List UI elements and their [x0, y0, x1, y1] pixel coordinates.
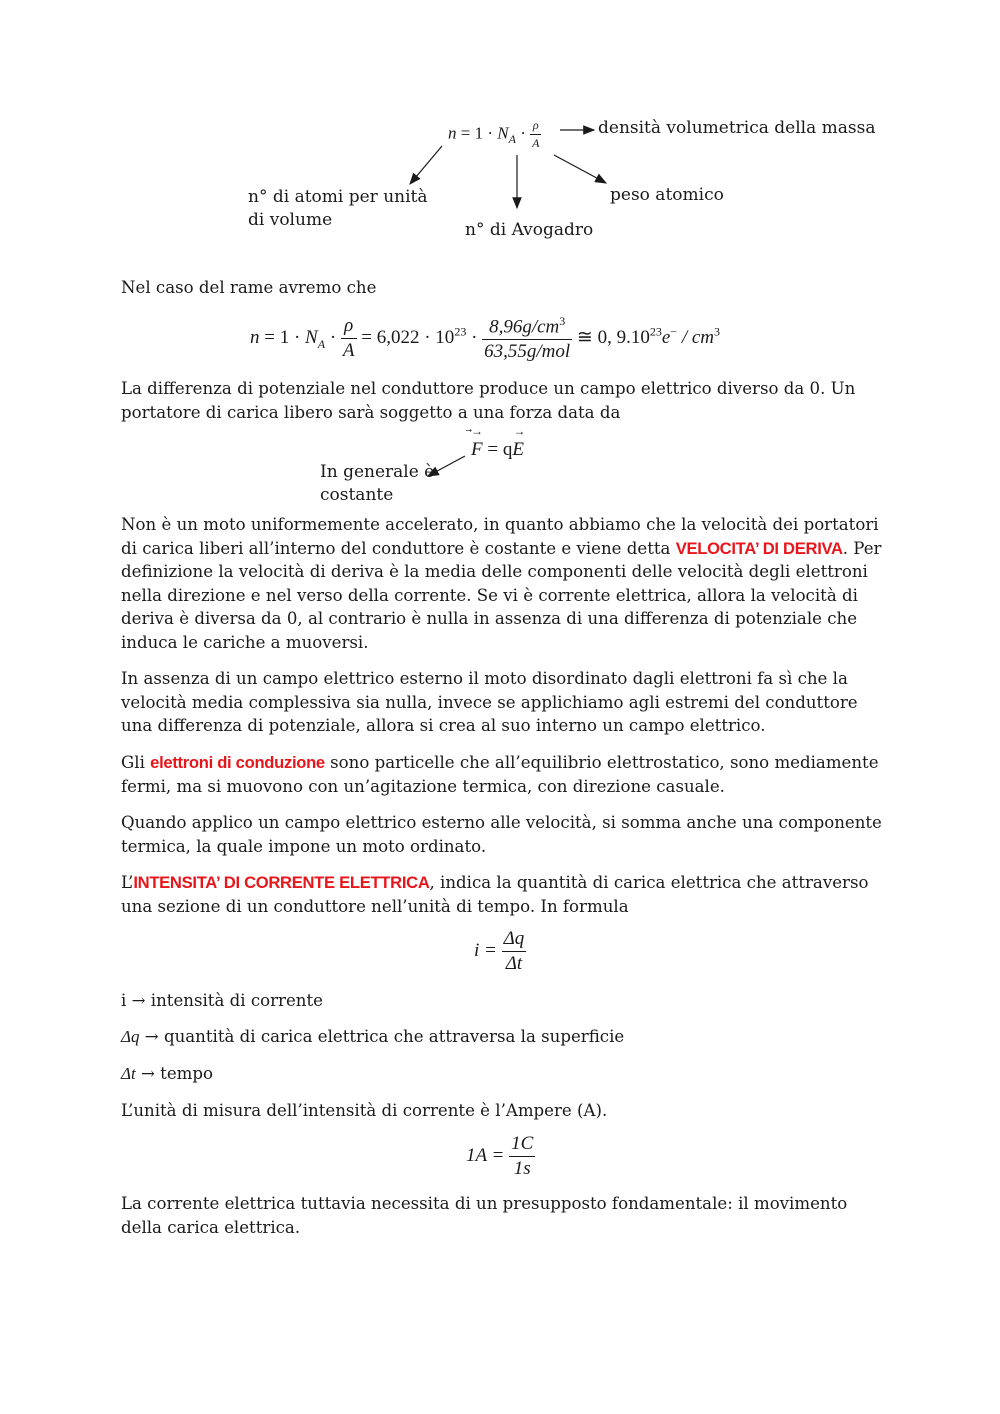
- paragraph-unit: L’unità di misura dell’intensità di corrente è l’Ampere (A).: [121, 1101, 608, 1120]
- highlight-elettroni-conduzione: elettroni di conduzione: [150, 753, 325, 772]
- label-avogadro: n° di Avogadro: [465, 220, 594, 240]
- force-note-line2: costante: [320, 485, 394, 505]
- equation-copper: $n = 1 \cdot N_A$ · $\frac{\rho}{A}$ = $6,022 \cdot 10^{23}$ · $\frac{8,96g/cm^3}{\text{63,55g/mol}}$ ≅ 0, $9.10^{23}e^- / cm^3$: [250, 314, 720, 363]
- force-note-arrow: [0, 0, 1000, 500]
- paragraph-copper: Nel caso del rame avremo che: [121, 278, 377, 297]
- force-note-line1: In generale è: [320, 462, 435, 482]
- definition-i: i → intensità di corrente: [121, 991, 323, 1010]
- label-atomic-weight: peso atomico: [610, 185, 724, 205]
- paragraph-field: In assenza di un campo elettrico esterno il moto disordinato dagli elettroni fa sì che la velocità media complessiva sia nulla, invece se applichiamo agli estremi del conduttore una differenza di potenziale, allora si crea al suo interno un campo elettrico.: [121, 669, 858, 735]
- label-density: densità volumetrica della massa: [598, 118, 876, 138]
- paragraph-intensity: L’INTENSITA’ DI CORRENTE ELETTRICA, indica la quantità di carica elettrica che attraverso una sezione di un conduttore nell’unità di tempo. In formula: [121, 873, 869, 916]
- highlight-intensita-corrente: INTENSITA’ DI CORRENTE ELETTRICA: [133, 873, 430, 892]
- paragraph-apply-field: Quando applico un campo elettrico esterno alle velocità, si somma anche una componente termica, la quale impone un moto ordinato.: [121, 813, 882, 856]
- definition-delta-q: Δq → quantità di carica elettrica che attraversa la superficie: [121, 1027, 625, 1046]
- label-atoms-line2: di volume: [248, 210, 333, 230]
- equation-current: i = $\frac{\Delta q}{\Delta t}$: [474, 928, 525, 974]
- label-atoms-line1: n° di atomi per unità: [248, 187, 428, 207]
- highlight-velocita-deriva: VELOCITA’ DI DERIVA: [675, 538, 843, 558]
- paragraph-potential: La differenza di potenziale nel conduttore produce un campo elettrico diverso da 0. Un portatore di carica libero sarà soggetto a una forza data da: [121, 379, 856, 422]
- equation-ampere: 1A = $\frac{1C}{1s}$: [466, 1133, 534, 1179]
- diagram-formula: $n = 1 \cdot N_A$ · $\frac{\rho}{A}$: [448, 118, 540, 150]
- definition-delta-t: Δt → tempo: [121, 1064, 214, 1083]
- paragraph-conduction: Gli elettroni di conduzione sono particelle che all’equilibrio elettrostatico, sono mediamente fermi, ma si muovono con un’agitazione termica, con direzione casuale.: [121, 753, 879, 796]
- paragraph-final: La corrente elettrica tuttavia necessita di un presupposto fondamentale: il movimento della carica elettrica.: [121, 1194, 848, 1237]
- equation-force: F → = qE →: [471, 424, 526, 460]
- paragraph-drift-velocity: Non è un moto uniformemente accelerato, in quanto abbiamo che la velocità dei portatori di carica liberi all’interno del conduttore è costante e viene detta VELOCITA’ DI DERIVA. Per definizione la velocità di deriva è la media delle componenti delle velocità degli elettroni nella direzione e nel verso della corrente. Se vi è corrente elettrica, allora la velocità di deriva è diversa da 0, al contrario è nulla in assenza di una differenza di potenziale che induca le cariche a muoversi.: [121, 515, 882, 652]
